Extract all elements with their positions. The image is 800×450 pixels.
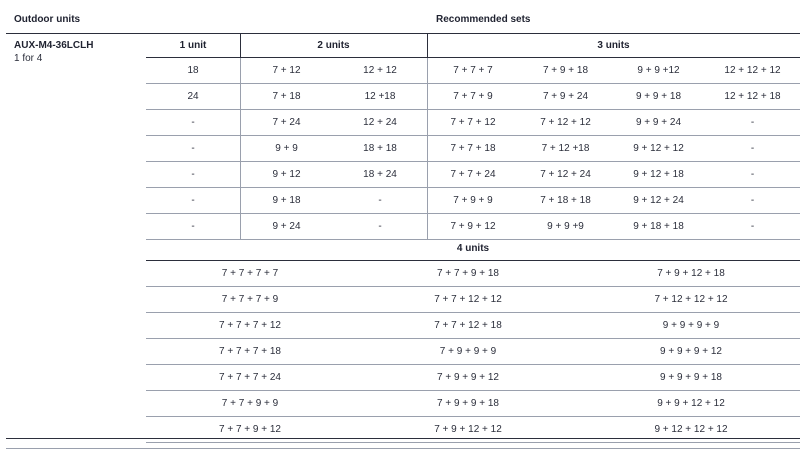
table-cell: - [750, 117, 755, 128]
table-row [146, 365, 800, 391]
table-cell: 7 + 9 + 12 + 18 [657, 268, 725, 279]
table-row [146, 162, 800, 188]
outdoor-unit-model: AUX-M4-36LCLH [14, 40, 94, 51]
table-cell: 7 + 9 + 9 + 12 [437, 372, 499, 383]
table-cell: 7 + 7 + 7 [453, 65, 493, 76]
table-cell: - [750, 143, 755, 154]
sets-1-to-3-grid [146, 33, 800, 240]
table-cell: 12 + 12 [363, 65, 397, 76]
table-cell: 9 + 9 + 9 + 9 [662, 320, 720, 331]
table-cell: 7 + 7 + 9 [453, 91, 493, 102]
group-header-1-unit: 1 unit [179, 39, 207, 51]
table-cell: - [191, 117, 195, 128]
table-cell: 7 + 7 + 7 + 9 [221, 294, 279, 305]
table-cell: 7 + 7 + 7 + 18 [219, 346, 281, 357]
table-cell: 12 + 12 + 18 [724, 91, 781, 102]
table-cell: 9 + 9 [275, 143, 298, 154]
table-cell: 9 + 12 + 24 [633, 195, 684, 206]
table-row [146, 84, 800, 110]
table-cell: 7 + 7 + 9 + 9 [221, 398, 279, 409]
table-row [146, 313, 800, 339]
table-cell: 9 + 9 +9 [547, 221, 584, 232]
table-cell: - [750, 195, 755, 206]
table-cell: - [191, 143, 195, 154]
table-cell: 7 + 12 + 12 + 12 [654, 294, 728, 305]
table-cell: 7 + 7 + 12 + 18 [434, 320, 502, 331]
table-cell: 9 + 9 + 18 [635, 91, 682, 102]
table-row [146, 110, 800, 136]
table-cell: 7 + 12 + 24 [540, 169, 591, 180]
table-cell: 18 + 24 [363, 169, 397, 180]
table-cell: 9 + 12 + 18 [633, 169, 684, 180]
table-cell: 7 + 7 + 9 + 12 [219, 424, 281, 435]
table-cell: 7 + 9 + 9 [453, 195, 493, 206]
table-cell: 18 + 18 [363, 143, 397, 154]
outdoor-units-heading: Outdoor units [14, 14, 81, 25]
table-cell: 9 + 9 + 12 + 12 [657, 398, 725, 409]
table-cell: 9 + 12 [272, 169, 301, 180]
table-cell: 7 + 7 + 7 + 7 [221, 268, 279, 279]
table-cell: 7 + 18 + 18 [540, 195, 591, 206]
table-cell: 24 [187, 91, 199, 102]
table-cell: 9 + 9 +12 [637, 65, 680, 76]
table-row [146, 188, 800, 214]
table-cell: - [191, 169, 195, 180]
table-cell: 12 + 24 [363, 117, 397, 128]
table-cell: 7 + 9 + 12 [450, 221, 496, 232]
table-cell: 7 + 24 [272, 117, 301, 128]
outdoor-unit-ratio: 1 for 4 [14, 53, 43, 64]
table-bottom-rule [6, 438, 800, 439]
table-cell: 7 + 9 + 24 [542, 91, 589, 102]
table-footer-rule [6, 448, 800, 449]
table-cell: 7 + 18 [272, 91, 301, 102]
recommended-sets-heading: Recommended sets [436, 14, 531, 25]
table-row [146, 391, 800, 417]
table-cell: 7 + 9 + 9 + 9 [439, 346, 497, 357]
table-cell: 12 +18 [364, 91, 396, 102]
table-cell: 7 + 7 + 12 + 12 [434, 294, 502, 305]
sets-4-grid [146, 236, 800, 443]
table-cell: 7 + 7 + 24 [450, 169, 496, 180]
table-cell: 9 + 12 + 12 [633, 143, 684, 154]
table-cell: - [750, 221, 755, 232]
group-header-4-units: 4 units [456, 242, 490, 254]
table-cell: 9 + 24 [272, 221, 301, 232]
group-header-2-units: 2 units [317, 39, 350, 51]
table-row [146, 261, 800, 287]
table-cell: - [191, 221, 195, 232]
table-cell: 9 + 12 + 12 + 12 [654, 424, 728, 435]
group-header-row-4 [146, 236, 800, 261]
table-cell: 18 [187, 65, 199, 76]
table-cell: 7 + 9 + 18 [542, 65, 589, 76]
table-cell: 7 + 12 + 12 [540, 117, 591, 128]
table-cell: - [378, 221, 382, 232]
table-cell: - [750, 169, 755, 180]
table-cell: 7 + 7 + 7 + 24 [219, 372, 281, 383]
table-cell: 9 + 9 + 9 + 18 [660, 372, 722, 383]
table-cell: 7 + 9 + 9 + 18 [437, 398, 499, 409]
table-cell: 7 + 7 + 12 [450, 117, 496, 128]
table-cell: 9 + 18 + 18 [633, 221, 684, 232]
table-cell: 7 + 12 [272, 65, 301, 76]
table-row [146, 136, 800, 162]
table-cell: 7 + 7 + 18 [450, 143, 496, 154]
table-cell: 9 + 9 + 24 [635, 117, 682, 128]
table-cell: 12 + 12 + 12 [724, 65, 781, 76]
table-cell: 7 + 7 + 7 + 12 [219, 320, 281, 331]
table-cell: 7 + 9 + 12 + 12 [434, 424, 502, 435]
table-cell: 7 + 7 + 9 + 18 [437, 268, 499, 279]
table-cell: 9 + 9 + 9 + 12 [660, 346, 722, 357]
table-row [146, 339, 800, 365]
table-cell: - [191, 195, 195, 206]
group-header-3-units: 3 units [597, 39, 630, 51]
table-row [146, 287, 800, 313]
table-cell: 7 + 12 +18 [541, 143, 590, 154]
table-row [146, 58, 800, 84]
table-cell: - [378, 195, 382, 206]
table-header-row [6, 4, 800, 34]
table-row [146, 417, 800, 443]
group-header-row [146, 33, 800, 58]
table-cell: 9 + 18 [272, 195, 301, 206]
